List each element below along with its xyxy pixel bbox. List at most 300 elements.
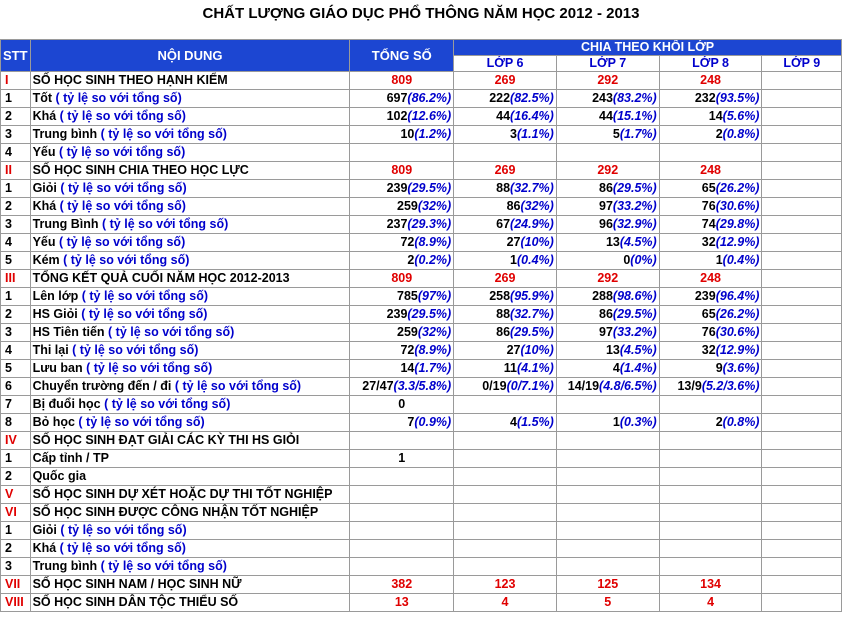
cell-ratio: (0.2%) (414, 253, 452, 267)
total-cell (350, 198, 454, 216)
total-cell (350, 342, 454, 360)
cell-ratio: (3.6%) (722, 361, 760, 375)
row-label-cell (30, 162, 350, 180)
table-row (1, 216, 842, 234)
grade-cell-9 (762, 324, 842, 342)
row-hint: ( tỷ lệ so với tổng số) (56, 109, 186, 123)
row-stt: VII (1, 576, 31, 594)
cell-count: 239 (694, 289, 716, 303)
cell-count: 258 (489, 289, 511, 303)
cell-count: 88 (496, 307, 511, 321)
row-stt: VIII (1, 594, 31, 612)
cell-ratio: (15.1%) (612, 109, 657, 123)
grade-cell-6 (454, 504, 557, 522)
grade-cell-8 (659, 432, 762, 450)
row-label-cell (30, 306, 350, 324)
row-label-cell (30, 288, 350, 306)
row-label-cell (30, 558, 350, 576)
grade-cell-7 (556, 90, 659, 108)
cell-ratio: (32%) (417, 325, 452, 339)
row-stt: 3 (1, 216, 31, 234)
cell-count: 2 (715, 415, 723, 429)
row-hint: ( tỷ lệ so với tổng số) (97, 127, 227, 141)
cell-ratio: (8.9%) (414, 235, 452, 249)
grade-cell-7 (556, 252, 659, 270)
cell-ratio: (12.9%) (715, 343, 760, 357)
cell-ratio: (4.8/6.5%) (599, 379, 657, 393)
cell-count: 97 (599, 325, 613, 339)
cell-count: 0/19 (482, 379, 507, 393)
row-hint: ( tỷ lệ so với tổng số) (56, 523, 187, 537)
cell-ratio: (29.5%) (407, 307, 452, 321)
grade-cell-7 (556, 396, 659, 414)
cell-ratio: (0%) (630, 253, 657, 267)
grade-cell-8 (659, 180, 762, 198)
table-row (1, 522, 842, 540)
row-hint: ( tỷ lệ so với tổng số) (59, 253, 190, 267)
cell-ratio: (96.4%) (715, 289, 760, 303)
table-row (1, 144, 842, 162)
cell-ratio: (0.4%) (517, 253, 554, 267)
cell-ratio: (32.7%) (510, 307, 554, 321)
row-label: Bị đuổi học (32, 397, 101, 411)
grade-cell-6 (454, 252, 557, 270)
cell-count: 1 (398, 451, 406, 465)
grade-cell-6: 269 (454, 270, 557, 288)
grade-cell-8 (659, 450, 762, 468)
grade-cell-6 (454, 324, 557, 342)
grade-cell-6 (454, 288, 557, 306)
grade-cell-8 (659, 324, 762, 342)
grade-cell-9 (762, 252, 842, 270)
row-stt: VI (1, 504, 31, 522)
grade-cell-7 (556, 324, 659, 342)
row-label-cell (30, 90, 350, 108)
cell-ratio: (4.5%) (619, 343, 657, 357)
total-cell: 809 (350, 270, 454, 288)
cell-ratio: (5.6%) (722, 109, 760, 123)
grade-cell-6 (454, 558, 557, 576)
header-grade-6: LỚP 6 (454, 56, 557, 72)
total-cell: 13 (350, 594, 454, 612)
cell-ratio: (1.2%) (414, 127, 452, 141)
grade-cell-8 (659, 378, 762, 396)
section-row (1, 432, 842, 450)
cell-count: 237 (386, 217, 408, 231)
row-label-cell (30, 504, 350, 522)
grade-cell-7 (556, 450, 659, 468)
cell-count: 1 (715, 253, 723, 267)
grade-cell-8: 248 (659, 72, 762, 90)
grade-cell-8 (659, 522, 762, 540)
header-grade-9: LỚP 9 (762, 56, 842, 72)
cell-ratio: (1.7%) (619, 127, 657, 141)
grade-cell-8 (659, 234, 762, 252)
row-label: TỔNG KẾT QUẢ CUỐI NĂM HỌC 2012-2013 (32, 271, 290, 285)
grade-cell-6 (454, 90, 557, 108)
grade-cell-7 (556, 558, 659, 576)
row-label: HS Giỏi (32, 307, 78, 321)
row-stt: 3 (1, 558, 31, 576)
cell-count: 13 (605, 343, 620, 357)
cell-count: 785 (397, 289, 418, 303)
cell-count: 86 (496, 325, 511, 339)
row-label: Yếu (32, 235, 56, 249)
cell-ratio: (97%) (417, 289, 452, 303)
total-cell (350, 306, 454, 324)
grade-cell-7 (556, 288, 659, 306)
row-label: Lên lớp (32, 289, 79, 303)
grade-cell-7: 5 (556, 594, 659, 612)
row-stt: 4 (1, 144, 31, 162)
row-stt: 2 (1, 306, 31, 324)
grade-cell-6 (454, 450, 557, 468)
cell-count: 5 (612, 127, 620, 141)
row-label-cell (30, 234, 350, 252)
row-label: Tốt (32, 91, 52, 105)
row-hint: ( tỷ lệ so với tổng số) (56, 199, 186, 213)
row-stt: 1 (1, 522, 31, 540)
cell-ratio: (82.5%) (510, 91, 554, 105)
cell-count: 0 (623, 253, 631, 267)
row-label-cell (30, 126, 350, 144)
row-stt: 2 (1, 198, 31, 216)
row-hint: ( tỷ lệ so với tổng số) (82, 361, 213, 375)
grade-cell-6: 269 (454, 162, 557, 180)
table-body (1, 72, 842, 612)
row-label: Kém (32, 253, 60, 267)
row-label: Lưu ban (32, 361, 83, 375)
grade-cell-8 (659, 252, 762, 270)
cell-count: 259 (397, 325, 418, 339)
grade-cell-8 (659, 216, 762, 234)
cell-count: 0 (398, 397, 406, 411)
cell-count: 2 (715, 127, 723, 141)
row-stt: 2 (1, 540, 31, 558)
total-cell (350, 378, 454, 396)
row-label-cell (30, 378, 350, 396)
cell-count: 259 (397, 199, 418, 213)
total-cell (350, 144, 454, 162)
table-row (1, 90, 842, 108)
grade-cell-6: 123 (454, 576, 557, 594)
row-stt: III (1, 270, 31, 288)
cell-ratio: (1.5%) (517, 415, 554, 429)
table-row (1, 468, 842, 486)
cell-ratio: (8.9%) (414, 343, 452, 357)
row-label: Thi lại (32, 343, 69, 357)
cell-ratio: (5.2/3.6%) (701, 379, 760, 393)
row-label: Cấp tỉnh / TP (32, 451, 109, 465)
grade-cell-8 (659, 342, 762, 360)
row-stt: 3 (1, 324, 31, 342)
grade-cell-9 (762, 72, 842, 90)
row-hint: ( tỷ lệ so với tổng số) (68, 343, 199, 357)
cell-ratio: (33.2%) (612, 325, 657, 339)
cell-count: 44 (599, 109, 613, 123)
row-stt: IV (1, 432, 31, 450)
grade-cell-9 (762, 270, 842, 288)
table-row (1, 360, 842, 378)
grade-cell-8 (659, 468, 762, 486)
grade-cell-6 (454, 306, 557, 324)
total-cell (350, 108, 454, 126)
row-stt: I (1, 72, 31, 90)
cell-count: 1 (510, 253, 517, 267)
cell-count: 4 (510, 415, 517, 429)
grade-cell-9 (762, 450, 842, 468)
row-label: Trung bình (32, 127, 98, 141)
cell-ratio: (0.9%) (414, 415, 452, 429)
total-cell (350, 180, 454, 198)
row-stt: 5 (1, 360, 31, 378)
grade-cell-6: 269 (454, 72, 557, 90)
cell-count: 243 (592, 91, 613, 105)
grade-cell-9 (762, 360, 842, 378)
row-hint: ( tỷ lệ so với tổng số) (77, 307, 208, 321)
cell-count: 697 (386, 91, 408, 105)
cell-ratio: (29.5%) (612, 181, 657, 195)
row-stt: 1 (1, 450, 31, 468)
total-cell (350, 324, 454, 342)
table-row (1, 540, 842, 558)
table-row (1, 342, 842, 360)
grade-cell-7 (556, 198, 659, 216)
row-hint: ( tỷ lệ so với tổng số) (55, 235, 186, 249)
grade-cell-6 (454, 126, 557, 144)
total-cell (350, 540, 454, 558)
cell-count: 13 (605, 235, 620, 249)
cell-ratio: (29.5%) (407, 181, 452, 195)
grade-cell-7 (556, 126, 659, 144)
cell-ratio: (33.2%) (612, 199, 657, 213)
grade-cell-9 (762, 288, 842, 306)
row-stt: 1 (1, 180, 31, 198)
cell-count: 13/9 (677, 379, 702, 393)
total-cell (350, 450, 454, 468)
grade-cell-9 (762, 414, 842, 432)
cell-ratio: (32.7%) (510, 181, 554, 195)
grade-cell-7: 292 (556, 162, 659, 180)
grade-cell-9 (762, 180, 842, 198)
grade-cell-6 (454, 468, 557, 486)
total-cell (350, 126, 454, 144)
grade-cell-8 (659, 90, 762, 108)
row-label: Yếu (32, 145, 56, 159)
row-stt: V (1, 486, 31, 504)
row-stt: 5 (1, 252, 31, 270)
row-hint: ( tỷ lệ so với tổng số) (78, 289, 208, 303)
row-label: SỐ HỌC SINH CHIA THEO HỌC LỰC (32, 163, 249, 177)
grade-cell-8: 134 (659, 576, 762, 594)
total-cell (350, 234, 454, 252)
total-cell (350, 522, 454, 540)
row-label-cell (30, 342, 350, 360)
header-grade-8: LỚP 8 (659, 56, 762, 72)
row-label-cell (30, 432, 350, 450)
row-label-cell (30, 540, 350, 558)
grade-cell-7: 292 (556, 72, 659, 90)
grade-cell-9 (762, 504, 842, 522)
total-cell (350, 432, 454, 450)
cell-ratio: (0.8%) (722, 127, 760, 141)
row-label: Giỏi (32, 523, 57, 537)
table-row (1, 396, 842, 414)
table-row (1, 450, 842, 468)
cell-count: 3 (510, 127, 517, 141)
row-stt: 7 (1, 396, 31, 414)
cell-ratio: (4.5%) (619, 235, 657, 249)
row-label-cell (30, 324, 350, 342)
grade-cell-9 (762, 396, 842, 414)
grade-cell-9 (762, 162, 842, 180)
grade-cell-6 (454, 432, 557, 450)
page-title: CHẤT LƯỢNG GIÁO DỤC PHỔ THÔNG NĂM HỌC 2012 - 2013 (202, 5, 640, 22)
cell-ratio: (32.9%) (612, 217, 657, 231)
grade-cell-8 (659, 504, 762, 522)
row-label-cell (30, 270, 350, 288)
row-label: Khá (32, 199, 57, 213)
table-row (1, 288, 842, 306)
row-stt: 2 (1, 468, 31, 486)
grade-cell-9 (762, 90, 842, 108)
cell-count: 65 (701, 181, 716, 195)
grade-cell-9 (762, 378, 842, 396)
row-label-cell (30, 450, 350, 468)
cell-ratio: (29.5%) (510, 325, 554, 339)
grade-cell-8 (659, 288, 762, 306)
grade-cell-7 (556, 540, 659, 558)
grade-cell-6 (454, 360, 557, 378)
grade-cell-9 (762, 216, 842, 234)
total-cell (350, 468, 454, 486)
section-row (1, 72, 842, 90)
row-label-cell (30, 486, 350, 504)
table-row (1, 108, 842, 126)
total-cell (350, 216, 454, 234)
cell-count: 27/47 (362, 379, 394, 393)
table-row (1, 306, 842, 324)
row-hint: ( tỷ lệ so với tổng số) (171, 379, 302, 393)
row-label: Giỏi (32, 181, 57, 195)
grade-cell-8: 248 (659, 162, 762, 180)
section-row (1, 504, 842, 522)
grade-cell-6 (454, 414, 557, 432)
cell-count: 44 (496, 109, 511, 123)
grade-cell-6: 4 (454, 594, 557, 612)
cell-count: 14/19 (567, 379, 600, 393)
section-row (1, 576, 842, 594)
row-label-cell (30, 72, 350, 90)
cell-count: 65 (701, 307, 716, 321)
cell-ratio: (30.6%) (715, 199, 760, 213)
row-label: SỐ HỌC SINH THEO HẠNH KIỂM (32, 73, 228, 87)
cell-ratio: (4.1%) (517, 361, 554, 375)
cell-ratio: (30.6%) (715, 325, 760, 339)
cell-count: 11 (503, 361, 517, 375)
cell-count: 27 (506, 343, 521, 357)
cell-count: 10 (400, 127, 415, 141)
table-row (1, 378, 842, 396)
cell-count: 74 (701, 217, 716, 231)
grade-cell-6 (454, 342, 557, 360)
total-cell (350, 252, 454, 270)
grade-cell-9 (762, 198, 842, 216)
grade-cell-7 (556, 468, 659, 486)
row-label-cell (30, 108, 350, 126)
grade-cell-7 (556, 486, 659, 504)
row-label-cell (30, 522, 350, 540)
grade-cell-9 (762, 306, 842, 324)
cell-count: 2 (407, 253, 415, 267)
grade-cell-8 (659, 396, 762, 414)
cell-count: 72 (400, 235, 415, 249)
header-content: NỘI DUNG (30, 40, 350, 72)
table-row (1, 198, 842, 216)
cell-count: 239 (386, 181, 408, 195)
row-label: Trung bình (32, 559, 98, 573)
table-row (1, 414, 842, 432)
row-stt: 3 (1, 126, 31, 144)
cell-ratio: (95.9%) (510, 289, 554, 303)
row-label: Khá (32, 541, 57, 555)
total-cell (350, 396, 454, 414)
cell-count: 86 (599, 181, 613, 195)
row-label: SỐ HỌC SINH ĐƯỢC CÔNG NHẬN TỐT NGHIỆP (32, 505, 319, 519)
header-grade-group: CHIA THEO KHỐI LỚP (454, 40, 842, 56)
grade-cell-8 (659, 306, 762, 324)
cell-ratio: (98.6%) (612, 289, 657, 303)
cell-count: 14 (708, 109, 723, 123)
cell-ratio: (86.2%) (407, 91, 452, 105)
cell-ratio: (12.6%) (407, 109, 452, 123)
row-label-cell (30, 252, 350, 270)
grade-cell-7 (556, 414, 659, 432)
grade-cell-6 (454, 216, 557, 234)
cell-count: 222 (489, 91, 511, 105)
cell-ratio: (1.1%) (517, 127, 554, 141)
row-label-cell (30, 468, 350, 486)
cell-count: 76 (701, 325, 716, 339)
grade-cell-7 (556, 306, 659, 324)
grade-cell-9 (762, 486, 842, 504)
table-row (1, 252, 842, 270)
grade-cell-9 (762, 432, 842, 450)
cell-ratio: (26.2%) (715, 181, 760, 195)
grade-cell-8 (659, 144, 762, 162)
row-label: SỐ HỌC SINH DÂN TỘC THIỂU SỐ (32, 595, 239, 609)
cell-count: 32 (701, 343, 716, 357)
cell-ratio: (1.4%) (619, 361, 657, 375)
table-row (1, 324, 842, 342)
row-hint: ( tỷ lệ so với tổng số) (52, 91, 182, 105)
row-hint: ( tỷ lệ so với tổng số) (97, 559, 227, 573)
section-row (1, 270, 842, 288)
grade-cell-8: 248 (659, 270, 762, 288)
header-total: TỔNG SỐ (350, 40, 454, 72)
cell-count: 1 (612, 415, 620, 429)
grade-cell-8 (659, 414, 762, 432)
cell-ratio: (29.8%) (715, 217, 760, 231)
row-hint: ( tỷ lệ so với tổng số) (56, 541, 186, 555)
row-hint: ( tỷ lệ so với tổng số) (55, 145, 186, 159)
row-hint: ( tỷ lệ so với tổng số) (74, 415, 205, 429)
row-label: SỐ HỌC SINH NAM / HỌC SINH NỮ (32, 577, 242, 591)
grade-cell-9 (762, 468, 842, 486)
row-hint: ( tỷ lệ so với tổng số) (98, 217, 229, 231)
cell-ratio: (93.5%) (715, 91, 760, 105)
cell-ratio: (0.4%) (722, 253, 760, 267)
